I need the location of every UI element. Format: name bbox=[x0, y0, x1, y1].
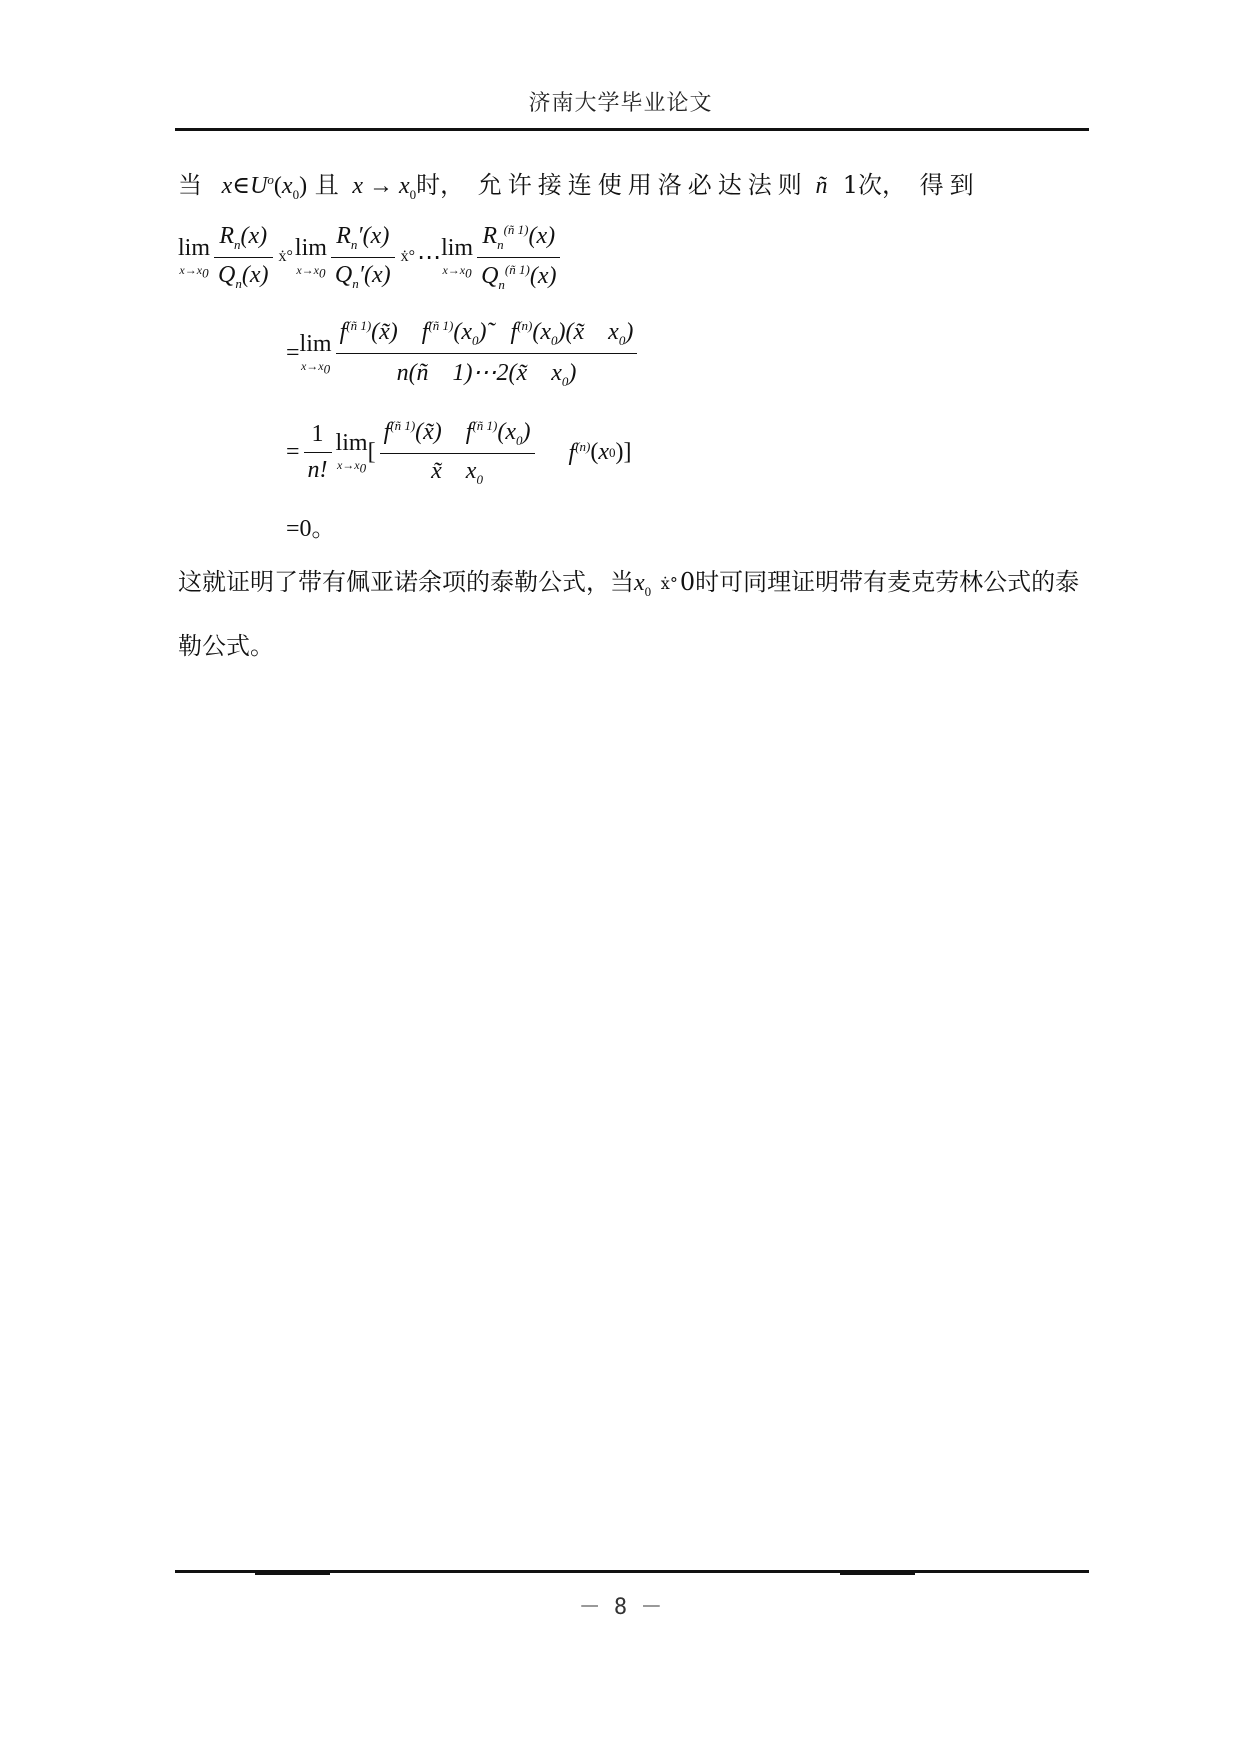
lim-operator: lim $x\to x_0$ bbox=[299, 331, 332, 377]
text-comma1: ， bbox=[440, 171, 471, 199]
equation-line-2: = lim $x\to x_0$ $\frac{f^{(ñ 1)}(x̃) f^{(ñ 1)}(x_0)̃ f^{(n)}(x_0)(x̃ x_0)}{n(ñ 1)\cdots 2(x̃ x_0)}$ bbox=[286, 318, 641, 390]
text-conclusion-part2: 0时可同理证明带有麦克劳林公式的泰勒公式。 bbox=[178, 568, 1080, 660]
text-conclusion-part1: 这就证明了带有佩亚诺余项的泰勒公式，当 bbox=[178, 568, 634, 596]
header-rule bbox=[175, 128, 1089, 131]
fraction-rn-qn: $\frac{R_n(x)}{Q_n(x)}$ bbox=[214, 223, 272, 292]
equation-line-3: = $\frac{1}{n!}$ lim $x\to x_0$ [ $\frac{f^{(ñ 1)}(x̃) f^{(ñ 1)}(x_0)}{x̃ x_0}$ $f^{(n)}$ ( x 0 )] bbox=[286, 418, 632, 487]
text-lhopital: 允许接连使用洛必达法则 bbox=[477, 171, 808, 199]
paragraph-intro: 当 $x\in U^o(x_0)$ 且 $x \to x_0$时， 允许接连使用洛必达法则 ñ 1次， 得到 bbox=[178, 171, 980, 202]
page-number: － 8 － bbox=[578, 1595, 663, 1620]
header-title: 济南大学毕业论文 bbox=[528, 91, 713, 116]
lim-operator: lim $x\to x_0$ bbox=[178, 234, 211, 280]
fraction-rn-higher: $\frac{R_n^{(ñ 1)}(x)}{Q_n^{(ñ 1)}(x)}$ bbox=[477, 222, 560, 293]
math-limit-condition: x bbox=[346, 173, 363, 199]
math-neighborhood: x bbox=[209, 173, 233, 199]
lim-operator: lim $x\to x_0$ bbox=[294, 234, 327, 280]
lim-operator: lim $x\to x_0$ bbox=[335, 430, 368, 476]
equation-line-4: =0。 bbox=[286, 516, 336, 542]
footer-rule-accent bbox=[255, 1573, 330, 1575]
fraction-one-over-factorial: $\frac{1}{n!}$ bbox=[304, 421, 332, 484]
fraction-derivative-difference: $\frac{f^{(ñ 1)}(x̃) f^{(ñ 1)}(x_0)̃ f^{(n)}(x_0)(x̃ x_0)}{n(ñ 1)\cdots 2(x̃ x_0)}$ bbox=[336, 318, 638, 390]
text-qie: 且 bbox=[314, 171, 339, 199]
math-x0: x bbox=[634, 570, 645, 596]
equals-glyph: ẋ° bbox=[400, 248, 416, 266]
fraction-difference-quotient: $\frac{f^{(ñ 1)}(x̃) f^{(ñ 1)}(x_0)}{x̃ x_0}$ bbox=[380, 418, 535, 488]
text-comma2: ， bbox=[881, 171, 912, 199]
text-dedao: 得到 bbox=[919, 171, 980, 199]
math-n-tilde: ñ bbox=[815, 173, 828, 199]
fraction-rn-prime: $\frac{R_n'(x)}{Q_n'(x)}$ bbox=[331, 223, 395, 292]
footer-rule-accent bbox=[840, 1573, 915, 1575]
equation-line-1: lim $x\to x_0$ $\frac{R_n(x)}{Q_n(x)}$ ẋ° lim $x\to x_0$ $\frac{R_n'(x)}{Q_n'(x)}$ ẋ° ⋯ lim $x\to x_0$ $\frac{R_n^{(ñ 1)}(x)}{Q_n^{(ñ 1)}(x)}$ bbox=[178, 222, 564, 293]
text-count: 1次 bbox=[842, 171, 882, 199]
text-dang: 当 bbox=[178, 171, 202, 199]
text-shi: 时 bbox=[416, 171, 441, 199]
lim-operator: lim $x\to x_0$ bbox=[441, 234, 474, 280]
paragraph-conclusion: 这就证明了带有佩亚诺余项的泰勒公式，当$x_0$ ẋ°0时可同理证明带有麦克劳林公式的泰勒公式。 bbox=[178, 568, 1080, 660]
equals-glyph: ẋ° bbox=[278, 248, 293, 266]
equals-glyph: ẋ° bbox=[660, 573, 678, 593]
